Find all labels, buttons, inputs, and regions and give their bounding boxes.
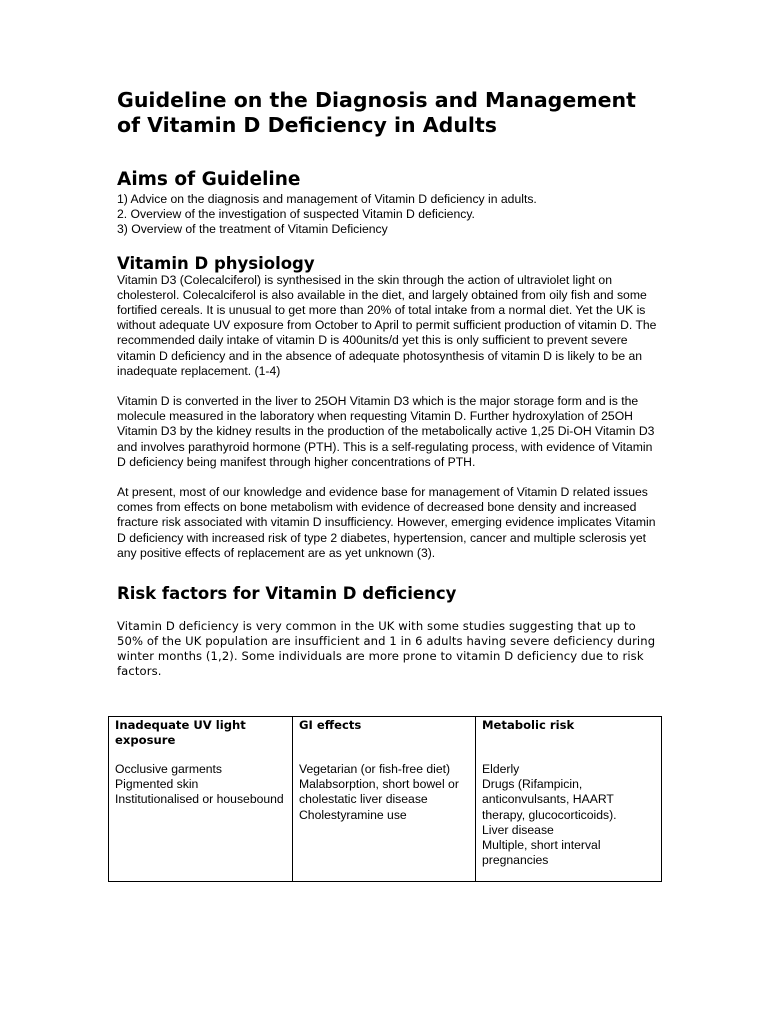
column-header: GI effects [299, 718, 362, 732]
column-header: Metabolic risk [482, 718, 575, 732]
risk-factors-table [108, 716, 662, 882]
list-item: Vegetarian (or fish-free diet) [299, 762, 451, 776]
risk-intro: Vitamin D deficiency is very common in the UK with some studies suggesting that up to 50% of the UK population are insufficient and 1 in 6 adults having severe deficiency during winter months (1,2). Some individuals are more prone to vitamin D deficiency due to risk factors. [117, 619, 656, 679]
list-item: Multiple, short interval pregnancies [482, 838, 601, 868]
column-header: Inadequate UV light exposure [115, 718, 246, 747]
document-page [117, 88, 662, 679]
list-item: Cholestyramine use [299, 807, 407, 822]
table-cell-metabolic [476, 717, 662, 882]
table-cell-gi [293, 717, 476, 882]
list-item: Drugs (Rifampicin, anticonvulsants, HAART therapy, glucocorticoids). [482, 777, 617, 822]
list-item: 2. Overview of the investigation of suspected Vitamin D deficiency. [117, 207, 475, 222]
list-item: Pigmented skin [115, 777, 199, 792]
list-item: Malabsorption, short bowel or cholestatic liver disease [299, 777, 459, 807]
list-item: Institutionalised or housebound [115, 792, 284, 807]
cell-list-gi [299, 762, 469, 823]
aims-heading: Aims of Guideline [117, 169, 301, 190]
cell-list-metabolic [482, 762, 655, 868]
physiology-heading: Vitamin D physiology [117, 253, 315, 273]
list-item: Elderly [482, 762, 520, 776]
physiology-paragraph-1: Vitamin D3 (Colecalciferol) is synthesised in the skin through the action of ultraviolet light on cholesterol. Colecalciferol is also available in the diet, and largely obtained from oily fish and some fortified cereals. It is unusual to get more than 20% of total intake from a normal diet. Yet the UK is without adequate UV exposure from October to April to permit sufficient production of vitamin D. The recommended daily intake of vitamin D is 400units/d yet this is only sufficient to prevent severe vitamin D deficiency and in the absence of adequate photosynthesis of vitamin D is likely to be an inadequate replacement. (1-4) [117, 272, 657, 378]
list-item: Liver disease [482, 822, 554, 837]
physiology-paragraph-3: At present, most of our knowledge and evidence base for management of Vitamin D related issues comes from effects on bone metabolism with evidence of decreased bone density and increased fracture risk associated with vitamin D insufficiency. However, emerging evidence implicates Vitamin D deficiency with increased risk of type 2 diabetes, hypertension, cancer and multiple sclerosis yet any positive effects of replacement are as yet unknown (3). [117, 485, 656, 560]
physiology-paragraph-2: Vitamin D is converted in the liver to 25OH Vitamin D3 which is the major storage form and is the molecule measured in the laboratory when requesting Vitamin D. Further hydroxylation of 25OH Vitamin D3 by the kidney results in the production of the metabolically active 1,25 Di-OH Vitamin D3 and involves parathyroid hormone (PTH). This is a self-regulating process, with evidence of Vitamin D deficiency being manifest through higher concentrations of PTH. [117, 394, 655, 469]
table-row [109, 717, 662, 882]
list-item: 1) Advice on the diagnosis and management of Vitamin D deficiency in adults. [117, 192, 537, 206]
cell-list-uv [115, 762, 286, 808]
risk-heading: Risk factors for Vitamin D deficiency [117, 584, 457, 604]
aims-list [117, 192, 662, 238]
list-item: Occlusive garments [115, 762, 223, 776]
document-title: Guideline on the Diagnosis and Management of Vitamin D Deficiency in Adults [117, 88, 636, 137]
table-cell-uv [109, 717, 293, 882]
list-item: 3) Overview of the treatment of Vitamin Deficiency [117, 222, 388, 237]
